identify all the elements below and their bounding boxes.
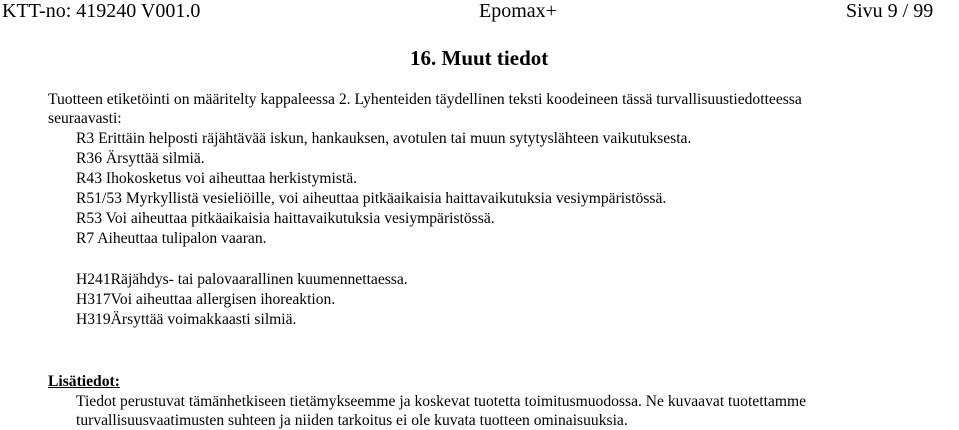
section-title: 16. Muut tiedot <box>410 46 549 70</box>
intro-text-line-2: seuraavasti: <box>48 110 122 127</box>
h-phrase-item: H241Räjähdys- tai palovaarallinen kuumennettaessa. <box>76 271 408 288</box>
document-id: KTT-no: 419240 V001.0 <box>2 0 201 22</box>
page-header <box>0 0 959 22</box>
additional-info-label: Lisätiedot: <box>48 373 120 390</box>
intro-text-line-1: Tuotteen etiketöinti on määritelty kappaleessa 2. Lyhenteiden täydellinen teksti koodeineen tässä turvallisuustiedotteessa <box>48 91 802 108</box>
r-phrase-item: R36 Ärsyttää silmiä. <box>76 150 205 167</box>
r-phrase-item: R51/53 Myrkyllistä vesieliöille, voi aiheuttaa pitkäaikaisia haittavaikutuksia vesiympäristössä. <box>76 190 667 207</box>
additional-info-line-1: Tiedot perustuvat tämänhetkiseen tietämykseemme ja koskevat tuotetta toimitusmuodossa. Ne kuvaavat tuotettamme <box>76 393 806 410</box>
r-phrase-item: R3 Erittäin helposti räjähtävää iskun, hankauksen, avotulen tai muun sytytyslähteen vaikutuksesta. <box>76 130 692 147</box>
r-phrase-item: R53 Voi aiheuttaa pitkäaikaisia haittavaikutuksia vesiympäristössä. <box>76 210 495 227</box>
page-number: Sivu 9 / 99 <box>846 0 934 22</box>
additional-info-line-2: turvallisuusvaatimusten suhteen ja niiden tarkoitus ei ole kuvata tuotteen ominaisuuksia. <box>76 412 628 429</box>
h-phrase-item: H317Voi aiheuttaa allergisen ihoreaktion. <box>76 291 336 308</box>
h-phrase-item: H319Ärsyttää voimakkaasti silmiä. <box>76 311 297 328</box>
product-name: Epomax+ <box>479 0 557 22</box>
r-phrase-item: R7 Aiheuttaa tulipalon vaaran. <box>76 230 267 247</box>
r-phrase-item: R43 Ihokosketus voi aiheuttaa herkistymistä. <box>76 170 358 187</box>
